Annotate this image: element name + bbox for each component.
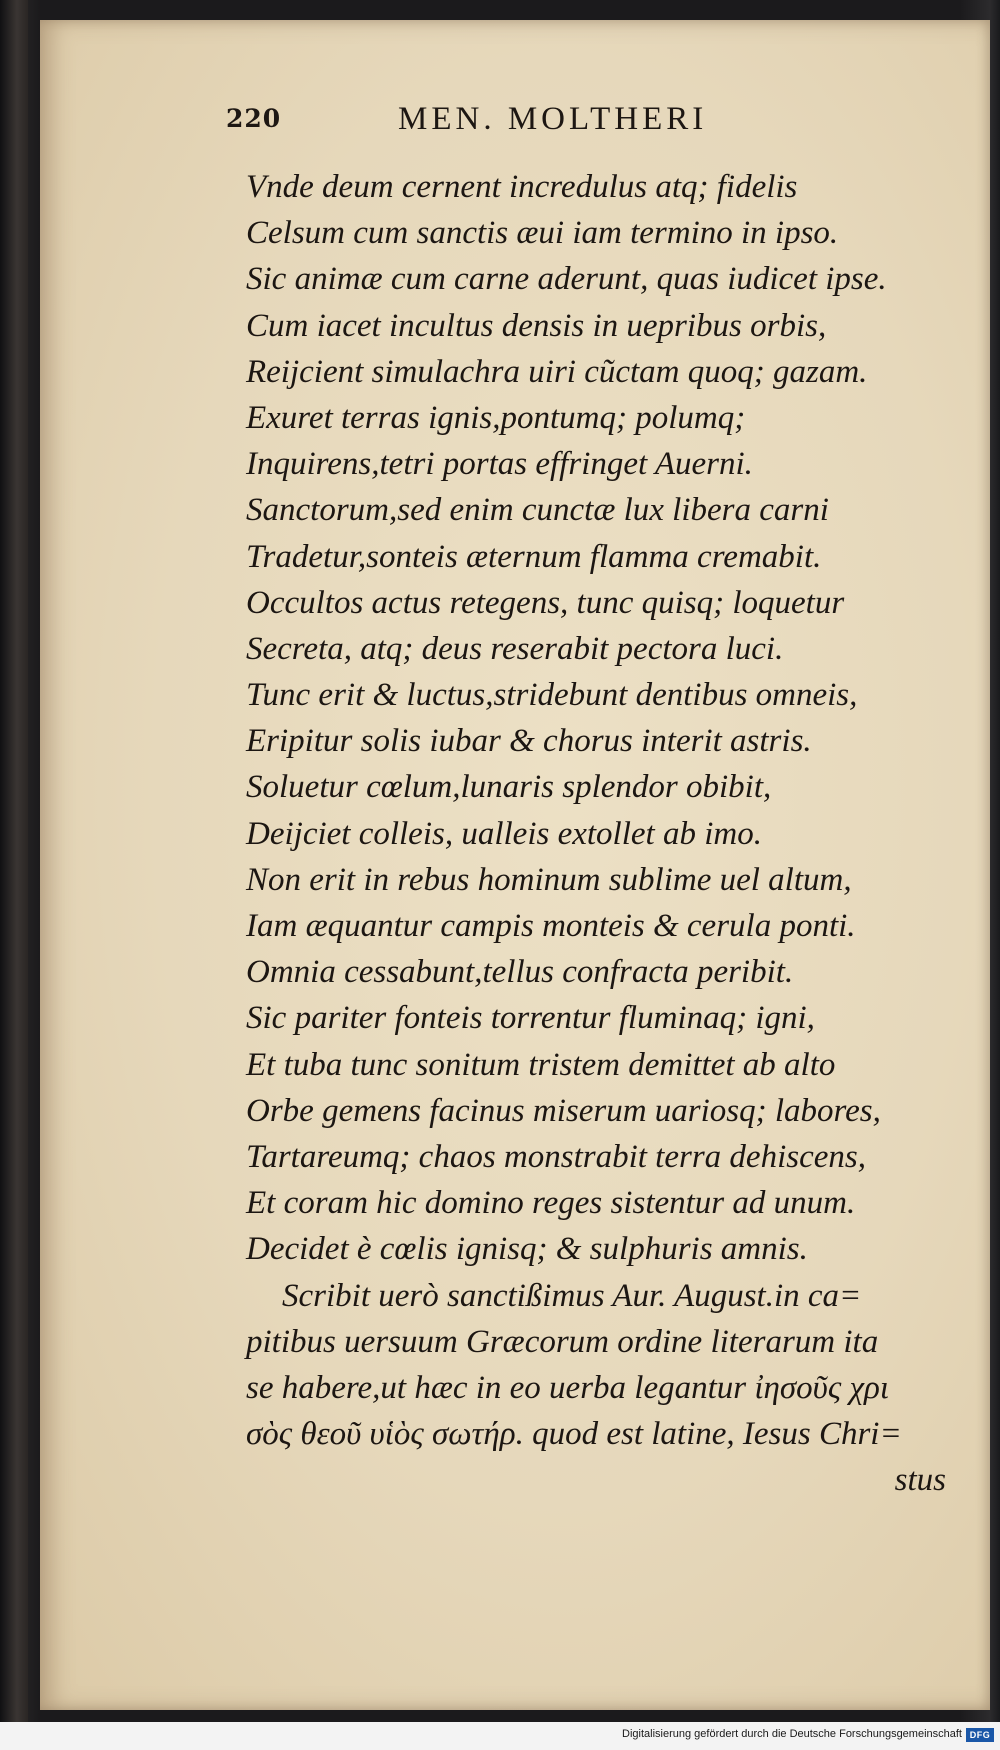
verse-line: Sic animæ cum carne aderunt, quas iudicet ipse. xyxy=(246,261,887,298)
prose-line: se habere,ut hæc in eo uerba legantur ἰησοῦς χρι xyxy=(246,1369,889,1406)
verse-line: Non erit in rebus hominum sublime uel altum, xyxy=(246,861,852,898)
verse-line: Inquirens,tetri portas effringet Auerni. xyxy=(246,446,753,483)
verse-line: Tartareumq; chaos monstrabit terra dehiscens, xyxy=(246,1138,866,1175)
verse-line: Cum iacet incultus densis in uepribus orbis, xyxy=(246,307,827,344)
verse-line: Occultos actus retegens, tunc quisq; loquetur xyxy=(246,584,845,621)
prose-line: Scribit uerò sanctißimus Aur. August.in ca= xyxy=(282,1277,862,1314)
verse-line: Decidet è cœlis ignisq; & sulphuris amnis. xyxy=(246,1231,808,1268)
prose-line: σὸς θεοῦ υἱὸς σωτήρ. quod est latine, Iesus Chri= xyxy=(246,1416,902,1453)
verse-line: Reijcient simulachra uiri cũctam quoq; gazam. xyxy=(246,353,868,390)
text-block xyxy=(246,164,946,1503)
verse-line: Orbe gemens facinus miserum uariosq; labores, xyxy=(246,1092,881,1129)
digitization-footer xyxy=(0,1722,1000,1750)
verse-line: Et tuba tunc sonitum tristem demittet ab alto xyxy=(246,1046,836,1083)
verse-line: Exuret terras ignis,pontumq; polumq; xyxy=(246,399,746,436)
verse-line: Sic pariter fonteis torrentur fluminaq; igni, xyxy=(246,1000,815,1037)
verse-line: Et coram hic domino reges sistentur ad unum. xyxy=(246,1185,856,1222)
verse-line: Eripitur solis iubar & chorus interit astris. xyxy=(246,723,812,760)
verse-line: Omnia cessabunt,tellus confracta peribit. xyxy=(246,954,794,991)
funding-credit: Digitalisierung gefördert durch die Deutsche Forschungsgemeinschaft xyxy=(622,1728,962,1740)
verse-line: Secreta, atq; deus reserabit pectora luci. xyxy=(246,630,784,667)
verse-line: Celsum cum sanctis æui iam termino in ipso. xyxy=(246,215,839,252)
verse-line: Vnde deum cernent incredulus atq; fidelis xyxy=(246,169,798,205)
verse-line: Deijciet colleis, ualleis extollet ab imo. xyxy=(246,815,762,852)
verse-line: Tunc erit & luctus,stridebunt dentibus omneis, xyxy=(246,677,858,714)
dfg-logo: DFG xyxy=(966,1728,994,1742)
page-header xyxy=(226,94,846,146)
verse-line: Sanctorum,sed enim cunctæ lux libera carni xyxy=(246,492,829,529)
verse-line: Soluetur cœlum,lunaris splendor obibit, xyxy=(246,769,772,806)
page-number: 220 xyxy=(226,104,282,133)
binding-edge xyxy=(0,0,28,1750)
catchword: stus xyxy=(894,1462,946,1499)
running-title: MEN. MOLTHERI xyxy=(398,101,708,137)
prose-line: pitibus uersuum Græcorum ordine literarum ita xyxy=(246,1323,879,1360)
verse-line: Tradetur,sonteis æternum flamma cremabit. xyxy=(246,538,822,575)
verse-line: Iam æquantur campis monteis & cerula ponti. xyxy=(246,908,856,944)
